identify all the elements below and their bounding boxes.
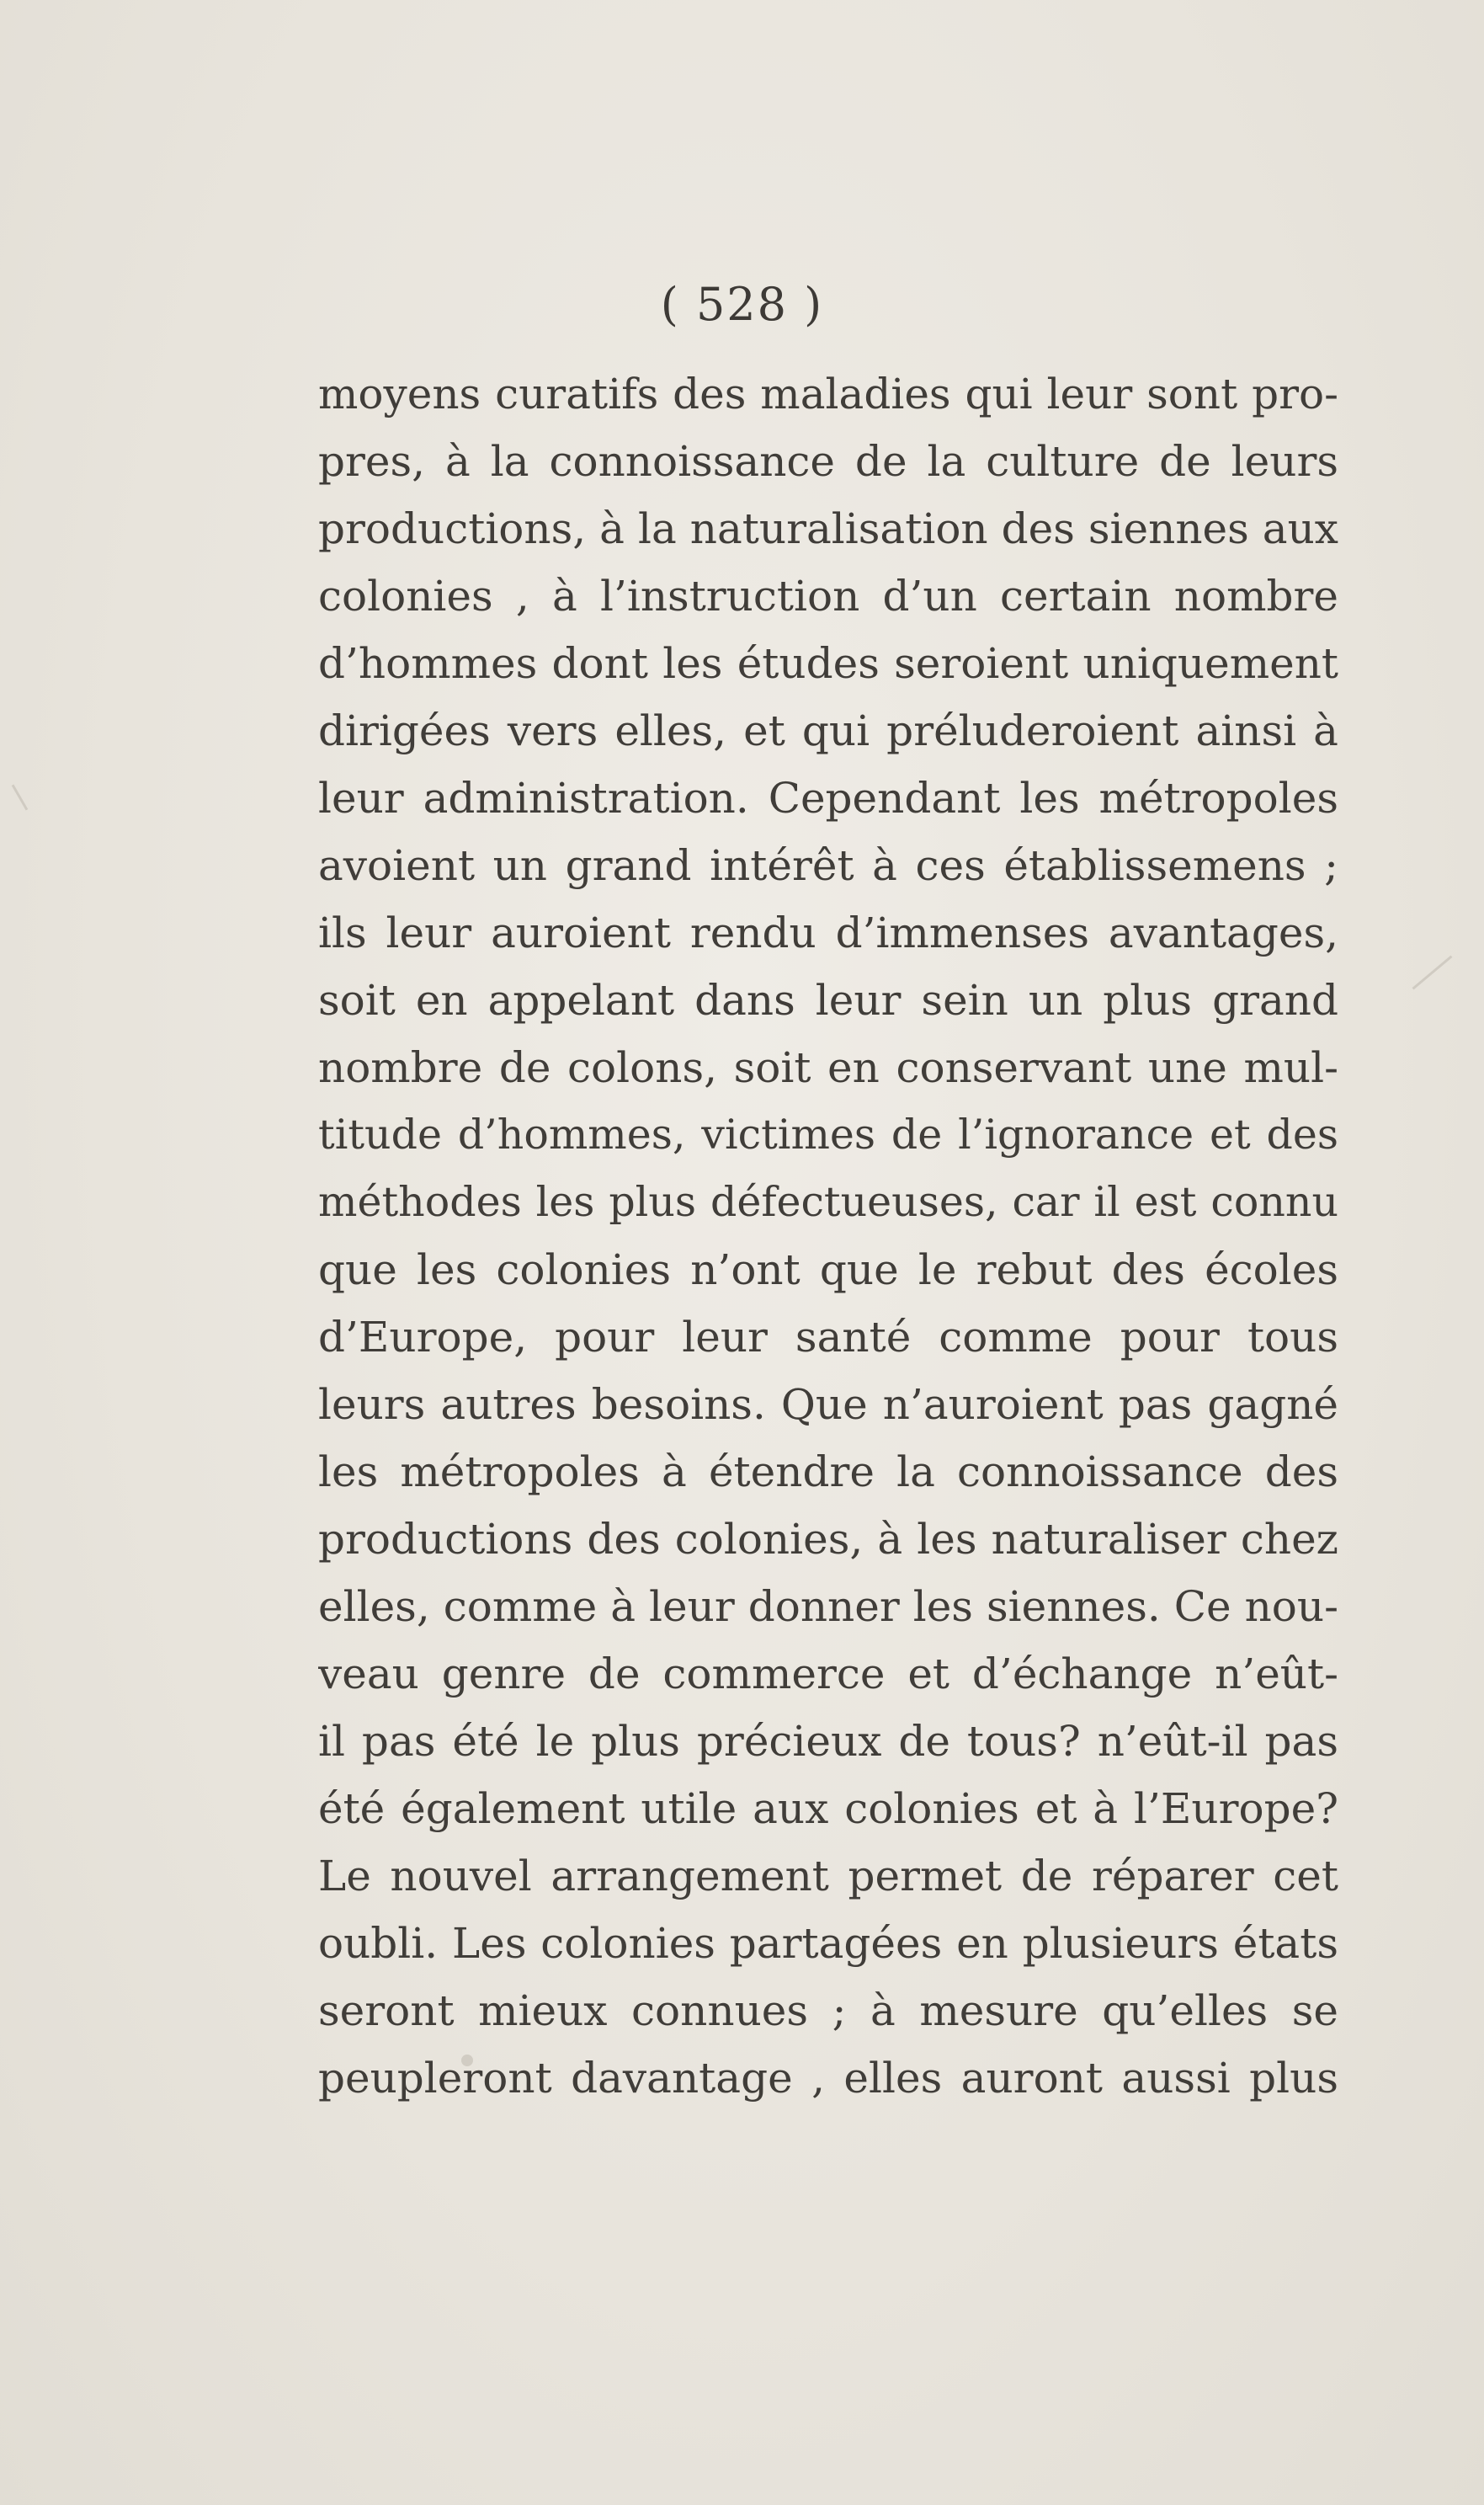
text-line: seront mieux connues ; à mesure qu’elles se bbox=[318, 1986, 1338, 2035]
text-line: peupleront davantage , elles auront aussi plus bbox=[318, 2054, 1338, 2103]
text-line: titude d’hommes, victimes de l’ignorance et des bbox=[318, 1111, 1338, 1159]
text-line: leur administration. Cependant les métropoles bbox=[318, 774, 1338, 823]
text-line: ils leur auroient rendu d’immenses avantages, bbox=[318, 909, 1338, 957]
text-line: veau genre de commerce et d’échange n’eût- bbox=[318, 1650, 1338, 1698]
text-line: productions des colonies, à les naturaliser chez bbox=[318, 1515, 1338, 1564]
page-number: ( 528 ) bbox=[660, 278, 824, 331]
text-line: soit en appelant dans leur sein un plus grand bbox=[318, 976, 1338, 1025]
text-line: elles, comme à leur donner les siennes. Ce nou- bbox=[318, 1582, 1338, 1631]
text-line: pres, à la connoissance de la culture de leurs bbox=[318, 437, 1338, 486]
text-line: d’hommes dont les études seroient uniquement bbox=[318, 639, 1338, 688]
text-line: il pas été le plus précieux de tous? n’eût-il pas bbox=[318, 1717, 1338, 1766]
text-line: moyens curatifs des maladies qui leur sont pro- bbox=[318, 370, 1338, 418]
text-body bbox=[318, 360, 1338, 2112]
paper-mark bbox=[1412, 956, 1453, 990]
paper-mark bbox=[12, 785, 29, 811]
text-line: colonies , à l’instruction d’un certain nombre bbox=[318, 572, 1338, 621]
text-line: été également utile aux colonies et à l’Europe? bbox=[318, 1784, 1338, 1833]
text-line: d’Europe, pour leur santé comme pour tous bbox=[318, 1313, 1338, 1362]
text-line: dirigées vers elles, et qui préluderoient ainsi à bbox=[318, 706, 1338, 755]
text-line: nombre de colons, soit en conservant une mul- bbox=[318, 1043, 1338, 1092]
text-line: productions, à la naturalisation des siennes aux bbox=[318, 504, 1338, 553]
text-line: que les colonies n’ont que le rebut des écoles bbox=[318, 1245, 1338, 1294]
text-line: oubli. Les colonies partagées en plusieurs états bbox=[318, 1919, 1338, 1968]
text-line: leurs autres besoins. Que n’auroient pas gagné bbox=[318, 1380, 1338, 1429]
text-line: avoient un grand intérêt à ces établissemens ; bbox=[318, 841, 1338, 890]
text-line: méthodes les plus défectueuses, car il est connu bbox=[318, 1178, 1338, 1226]
text-line: les métropoles à étendre la connoissance des bbox=[318, 1447, 1338, 1496]
text-line: Le nouvel arrangement permet de réparer cet bbox=[318, 1852, 1338, 1900]
